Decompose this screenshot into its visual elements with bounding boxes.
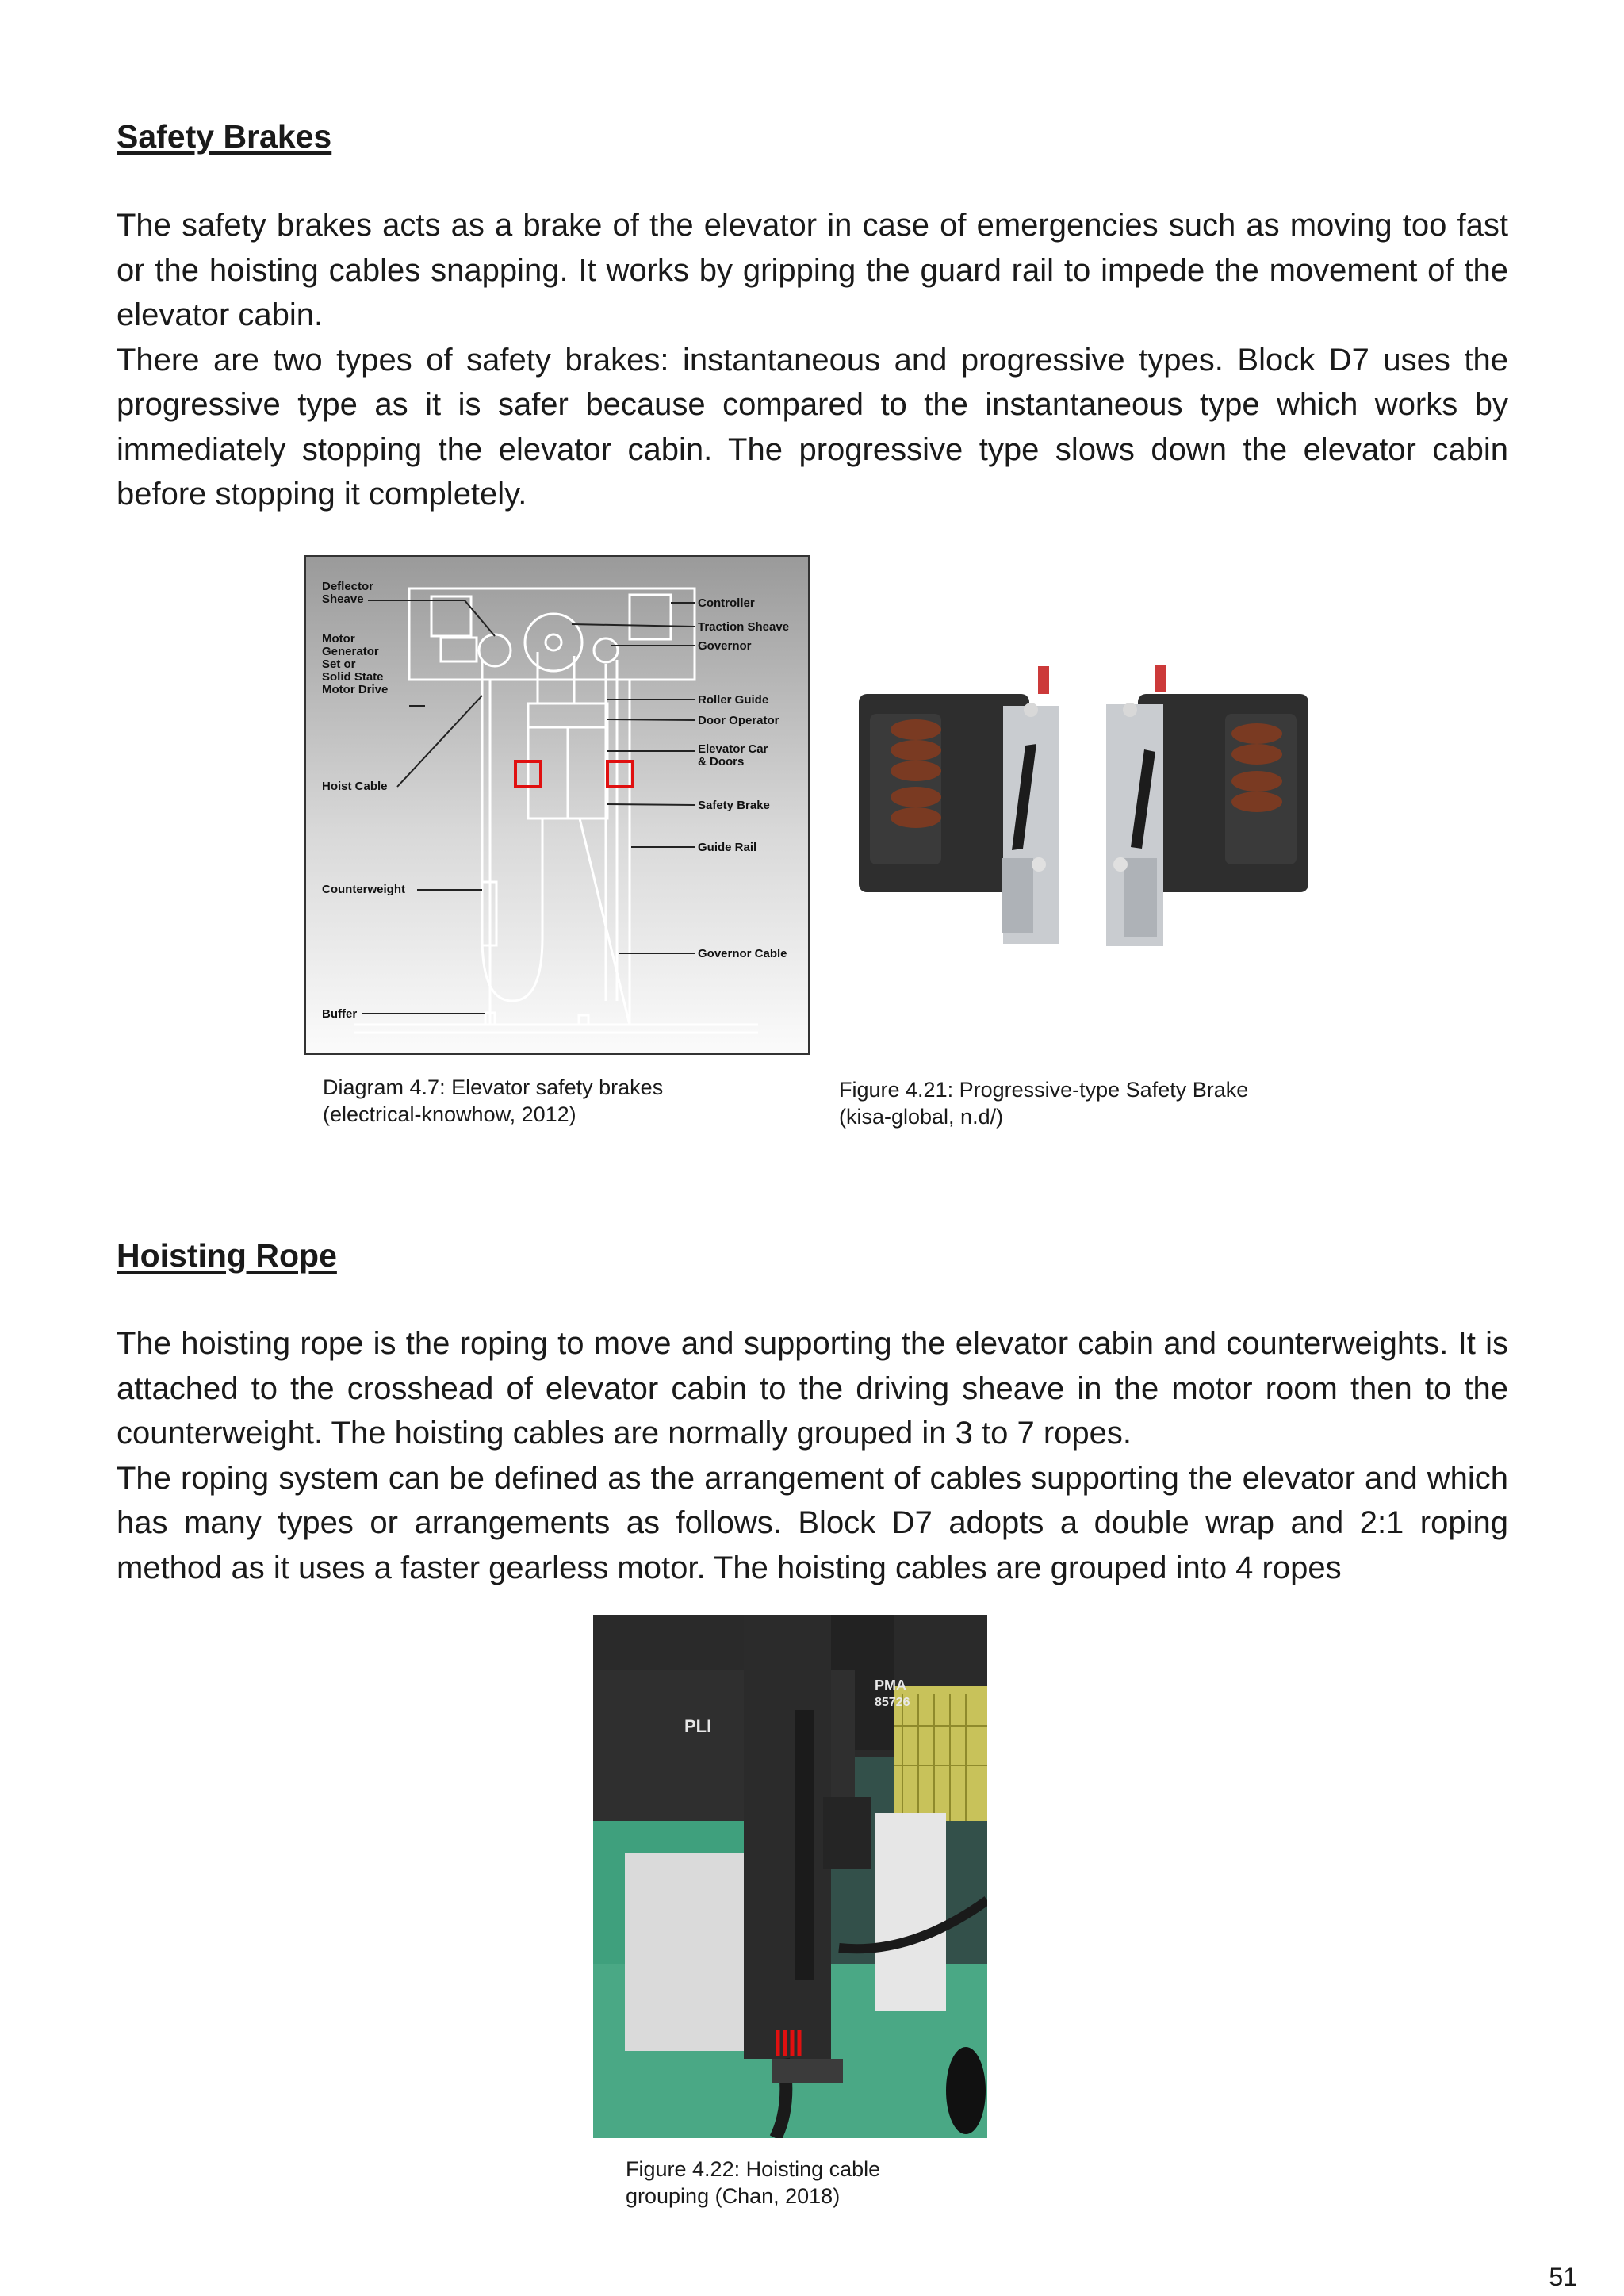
paragraph: The hoisting rope is the roping to move and supporting the elevator cabin and counterweights. It is attached to the crosshead of elevator cabin to the driving sheave in the motor room then to the counterweight. The hoisting cables are normally grouped in 3 to 7 ropes. (117, 1326, 1508, 1451)
caption-line: Figure 4.22: Hoisting cable (626, 2157, 881, 2181)
caption-figure-4-22 (626, 2156, 880, 2210)
label-elevator-car: Elevator Car (698, 742, 768, 756)
label-motor: Motor (322, 632, 355, 646)
hoisting-cable-photo (593, 1615, 987, 2138)
label-elevator-car: & Doors (698, 755, 745, 769)
photo-label-pma: 85726 (875, 1696, 910, 1709)
label-counterweight: Counterweight (322, 883, 405, 896)
caption-diagram-4-7 (323, 1074, 663, 1128)
section-heading-hoisting-rope: Hoisting Rope (117, 1237, 337, 1274)
label-safety-brake: Safety Brake (698, 799, 770, 812)
page-number: 51 (1549, 2263, 1577, 2291)
label-hoist-cable: Hoist Cable (322, 780, 388, 793)
photo-label-pli: PLI (684, 1716, 712, 1736)
label-motor: Solid State (322, 670, 384, 684)
label-buffer: Buffer (322, 1007, 358, 1021)
hoisting-rope-body (117, 1321, 1508, 1590)
label-roller-guide: Roller Guide (698, 693, 769, 707)
label-door-operator: Door Operator (698, 714, 779, 727)
label-deflector-sheave: Deflector (322, 580, 374, 593)
label-governor-cable: Governor Cable (698, 947, 787, 960)
paragraph: The safety brakes acts as a brake of the elevator in case of emergencies such as moving too fast or the hoisting cables snapping. It works by gripping the guard rail to impede the movement of the elevator cabin. (117, 208, 1508, 332)
caption-line: Figure 4.21: Progressive-type Safety Brake (839, 1078, 1249, 1102)
safety-brakes-body (117, 203, 1508, 517)
label-guide-rail: Guide Rail (698, 841, 757, 854)
section-heading-safety-brakes: Safety Brakes (117, 118, 332, 155)
caption-line: Diagram 4.7: Elevator safety brakes (323, 1075, 664, 1099)
elevator-diagram (306, 557, 808, 1053)
label-motor: Motor Drive (322, 683, 389, 696)
elevator-diagram-figure (304, 555, 810, 1055)
paragraph: The roping system can be defined as the arrangement of cables supporting the elevator and which has many types or arrangements as follows. Block D7 adopts a double wrap and 2:1 roping method as it uses a faster gearless motor. The hoisting cables are grouped into 4 ropes (117, 1460, 1508, 1585)
label-motor: Set or (322, 657, 356, 671)
label-governor: Governor (698, 639, 752, 653)
caption-figure-4-21 (839, 1076, 1248, 1130)
safety-brake-photo (845, 650, 1320, 968)
label-traction-sheave: Traction Sheave (698, 620, 790, 634)
paragraph: There are two types of safety brakes: instantaneous and progressive types. Block D7 uses the progressive type as it is safer because compared to the instantaneous type which works by immediately stopping the elevator cabin. The progressive type slows down the elevator cabin before stopping it completely. (117, 342, 1508, 512)
label-controller: Controller (698, 596, 755, 610)
label-motor: Generator (322, 645, 379, 658)
label-deflector-sheave: Sheave (322, 592, 364, 606)
caption-line: (electrical-knowhow, 2012) (323, 1102, 576, 1126)
caption-line: (kisa-global, n.d/) (839, 1105, 1004, 1129)
photo-label-pma: PMA (875, 1677, 906, 1693)
caption-line: grouping (Chan, 2018) (626, 2184, 841, 2208)
